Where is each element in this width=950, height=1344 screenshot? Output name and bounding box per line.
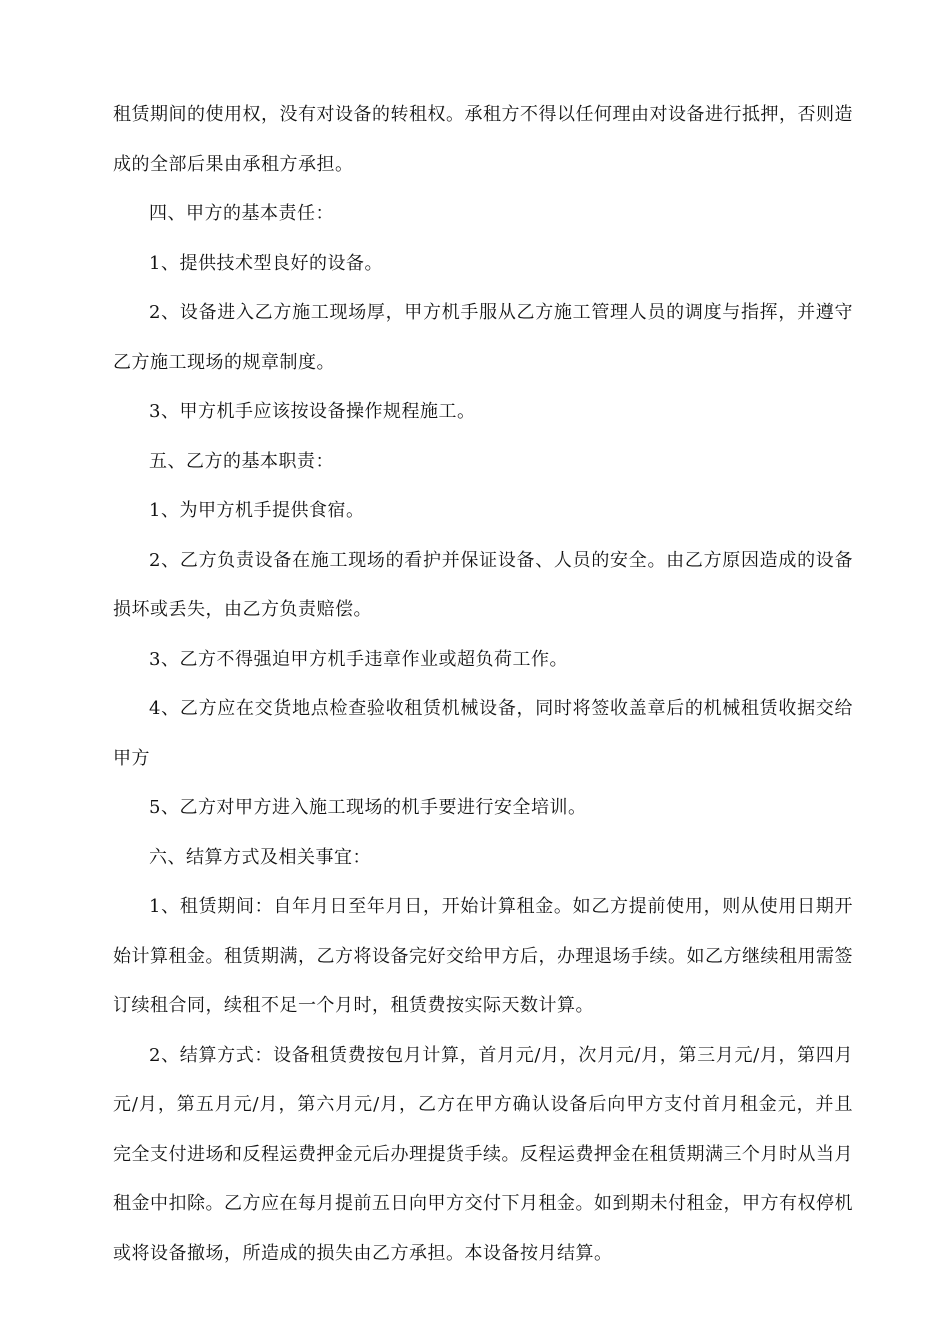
paragraph-settlement-item-1: 1、租赁期间：自年月日至年月日，开始计算租金。如乙方提前使用，则从使用日期开始计算租金。租赁期满，乙方将设备完好交给甲方后，办理退场手续。如乙方继续租用需签订续租合同，续租不足一个月时，租赁费按实际天数计算。 (113, 896, 853, 1016)
heading-party-a-responsibilities: 四、甲方的基本责任： (149, 203, 334, 224)
heading-settlement: 六、结算方式及相关事宜： (149, 846, 371, 868)
paragraph-a-item-2: 2、设备进入乙方施工现场厚，甲方机手服从乙方施工管理人员的调度与指挥，并遵守乙方施工现场的规章制度。 (113, 302, 853, 373)
paragraph-a-item-1: 1、提供技术型良好的设备。 (149, 252, 383, 274)
paragraph-b-item-4: 4、乙方应在交货地点检查验收租赁机械设备，同时将签收盖章后的机械租赁收据交给甲方 (113, 698, 853, 769)
paragraph-b-item-5: 5、乙方对甲方进入施工现场的机手要进行安全培训。 (149, 797, 587, 818)
paragraph-b-item-3: 3、乙方不得强迫甲方机手违章作业或超负荷工作。 (149, 648, 568, 670)
paragraph-b-item-1: 1、为甲方机手提供食宿。 (149, 500, 365, 521)
heading-party-b-duties: 五、乙方的基本职责： (149, 450, 334, 472)
paragraph-lease-rights: 租赁期间的使用权，没有对设备的转租权。承租方不得以任何理由对设备进行抵押，否则造成的全部后果由承租方承担。 (113, 104, 853, 175)
document-body (113, 90, 853, 1278)
paragraph-settlement-item-2: 2、结算方式：设备租赁费按包月计算，首月元/月，次月元/月，第三月元/月，第四月元/月，第五月元/月，第六月元/月，乙方在甲方确认设备后向甲方支付首月租金元，并且完全支付进场和反程运费押金元后办理提货手续。反程运费押金在租赁期满三个月时从当月租金中扣除。乙方应在每月提前五日向甲方交付下月租金。如到期未付租金，甲方有权停机或将设备撤场，所造成的损失由乙方承担。本设备按月结算。 (113, 1044, 853, 1264)
paragraph-b-item-2: 2、乙方负责设备在施工现场的看护并保证设备、人员的安全。由乙方原因造成的设备损坏或丢失，由乙方负责赔偿。 (113, 549, 853, 620)
paragraph-a-item-3: 3、甲方机手应该按设备操作规程施工。 (149, 401, 476, 422)
